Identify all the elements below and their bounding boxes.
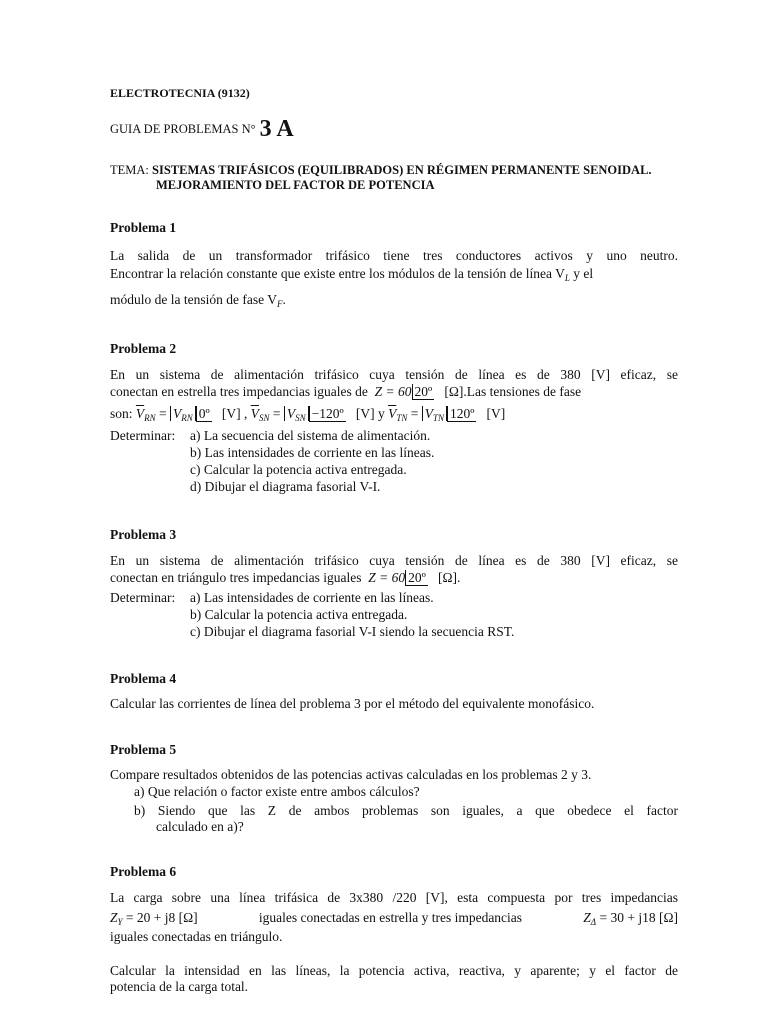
topic-line-1 [110, 163, 652, 178]
topic-label: TEMA: [110, 163, 149, 177]
v-tn-symbol: $\overline{V}$ [388, 406, 397, 421]
topic-text-2: MEJORAMIENTO DEL FACTOR DE POTENCIA [156, 178, 435, 192]
guide-heading [110, 116, 294, 143]
v-tn-angle: 120º [447, 406, 476, 422]
v-sn-mag: $V_{SN}$ [284, 406, 309, 421]
problem-1-line-2 [110, 266, 678, 283]
unit-v-3: [V] [486, 406, 506, 421]
v-tn-mag: $V_{TN}$ [422, 406, 447, 421]
problem-5-item-b: b) Siendo que las Z de ambos problemas son iguales, a que obedece el factor [134, 803, 678, 818]
problem-3-determinar: Determinar: [110, 590, 176, 605]
p3-text: conectan en triángulo tres impedancias iguales [110, 570, 362, 585]
zy-sub: Y [117, 917, 123, 927]
course-title: ELECTROTECNIA (9132) [110, 86, 250, 100]
p6-mid: iguales conectadas en estrella y tres impedancias [258, 910, 523, 925]
problem-2-line-2 [110, 384, 581, 400]
problem-5-item-b-cont: calculado en a)? [156, 819, 244, 834]
guide-label: GUIA DE PROBLEMAS N° [110, 122, 256, 136]
problem-2-line-3: son: $\overline{V}_{RN} = V_{RN}$ 0º [V] , $\overline{V}_{SN} = V_{SN}$ −120º [V] y $\overline{V}_{TN} = V_{TN}$ 120º [V] [110, 406, 506, 423]
topic-text-1: SISTEMAS TRIFÁSICOS (EQUILIBRADOS) EN RÉGIMEN PERMANENTE SENOIDAL. [152, 163, 652, 177]
p2-z-expr: Z = 60 [374, 384, 412, 399]
v-sn-angle: −120º [309, 406, 346, 422]
problem-3-title: Problema 3 [110, 527, 177, 542]
problem-6-line-2 [110, 910, 678, 927]
zy-value: = 20 + j8 [Ω] [125, 910, 198, 925]
problem-1-title: Problema 1 [110, 220, 177, 235]
problem-2-item-c: c) Calcular la potencia activa entregada. [190, 462, 407, 477]
zd-value: = 30 + j18 [Ω] [599, 910, 678, 925]
p3-z-unit: [Ω]. [437, 570, 461, 585]
zd-symbol: Z [583, 910, 591, 925]
guide-number: 3 A [259, 116, 294, 142]
p1-end: y el [573, 266, 594, 281]
v-tn-sub: TN [396, 413, 408, 423]
problem-3-line-2 [110, 570, 460, 586]
problem-5-item-a: a) Que relación o factor existe entre ambos cálculos? [134, 784, 420, 799]
v-rn-symbol: $\overline{V}$ [135, 406, 145, 421]
v-rn-mag: $V_{RN}$ [170, 406, 196, 421]
problem-3-item-c: c) Dibujar el diagrama fasorial V-I siendo la secuencia RST. [190, 624, 515, 639]
p1-text: Encontrar la relación constante que existe entre los módulos de la tensión de línea V [110, 266, 565, 281]
p3-z-angle: 20º [405, 570, 428, 586]
zd-sub: Δ [590, 917, 597, 927]
p1-end-3: . [282, 292, 286, 307]
problem-6-line-1: La carga sobre una línea trifásica de 3x380 /220 [V], esta compuesta por tres impedancias [110, 890, 678, 905]
p2-z-unit: [Ω]. [444, 384, 467, 399]
p2-text: conectan en estrella tres impedancias iguales de [110, 384, 368, 399]
problem-6-line-5: potencia de la carga total. [110, 979, 249, 994]
problem-2-item-b: b) Las intensidades de corriente en las líneas. [190, 445, 435, 460]
v-sn-symbol: $\overline{V}$ [250, 406, 259, 421]
p2-text-b: Las tensiones de fase [466, 384, 582, 399]
problem-6-line-4: Calcular la intensidad en las líneas, la potencia activa, reactiva, y aparente; y el factor de [110, 963, 678, 978]
problem-2-item-d: d) Dibujar el diagrama fasorial V-I. [190, 479, 381, 494]
p2-son: son: [110, 406, 133, 421]
v-sn-sub: SN [258, 413, 270, 423]
unit-v-1: [V] [221, 406, 241, 421]
problem-6-line-3: iguales conectadas en triángulo. [110, 929, 283, 944]
v-rn-sub: RN [144, 413, 156, 423]
problem-3-item-b: b) Calcular la potencia activa entregada. [190, 607, 408, 622]
v-rn-angle: 0º [196, 406, 212, 422]
problem-4-line-1: Calcular las corrientes de línea del problema 3 por el método del equivalente monofásico. [110, 696, 595, 711]
problem-2-line-1: En un sistema de alimentación trifásico cuya tensión de línea es de 380 [V] eficaz, se [110, 367, 678, 382]
problem-6-title: Problema 6 [110, 864, 177, 879]
sub-f: F [276, 299, 283, 309]
problem-3-line-1: En un sistema de alimentación trifásico cuya tensión de línea es de 380 [V] eficaz, se [110, 553, 678, 568]
unit-v-2: [V] [355, 406, 375, 421]
problem-3-item-a: a) Las intensidades de corriente en las líneas. [190, 590, 434, 605]
problem-5-line-1: Compare resultados obtenidos de las potencias activas calculadas en los problemas 2 y 3. [110, 767, 592, 782]
problem-5-title: Problema 5 [110, 742, 177, 757]
p2-y: y [377, 406, 385, 421]
sub-l: L [564, 273, 570, 283]
problem-1-line-1: La salida de un transformador trifásico tiene tres conductores activos y uno neutro. [110, 248, 678, 263]
problem-4-title: Problema 4 [110, 671, 177, 686]
problem-2-item-a: a) La secuencia del sistema de alimentación. [190, 428, 431, 443]
problem-1-line-3 [110, 292, 286, 309]
zy-symbol: Z [110, 910, 118, 925]
problem-2-title: Problema 2 [110, 341, 177, 356]
p3-z-expr: Z = 60 [368, 570, 406, 585]
p1-text-3: módulo de la tensión de fase V [110, 292, 277, 307]
p2-z-angle: 20º [412, 384, 435, 400]
problem-2-determinar: Determinar: [110, 428, 176, 443]
